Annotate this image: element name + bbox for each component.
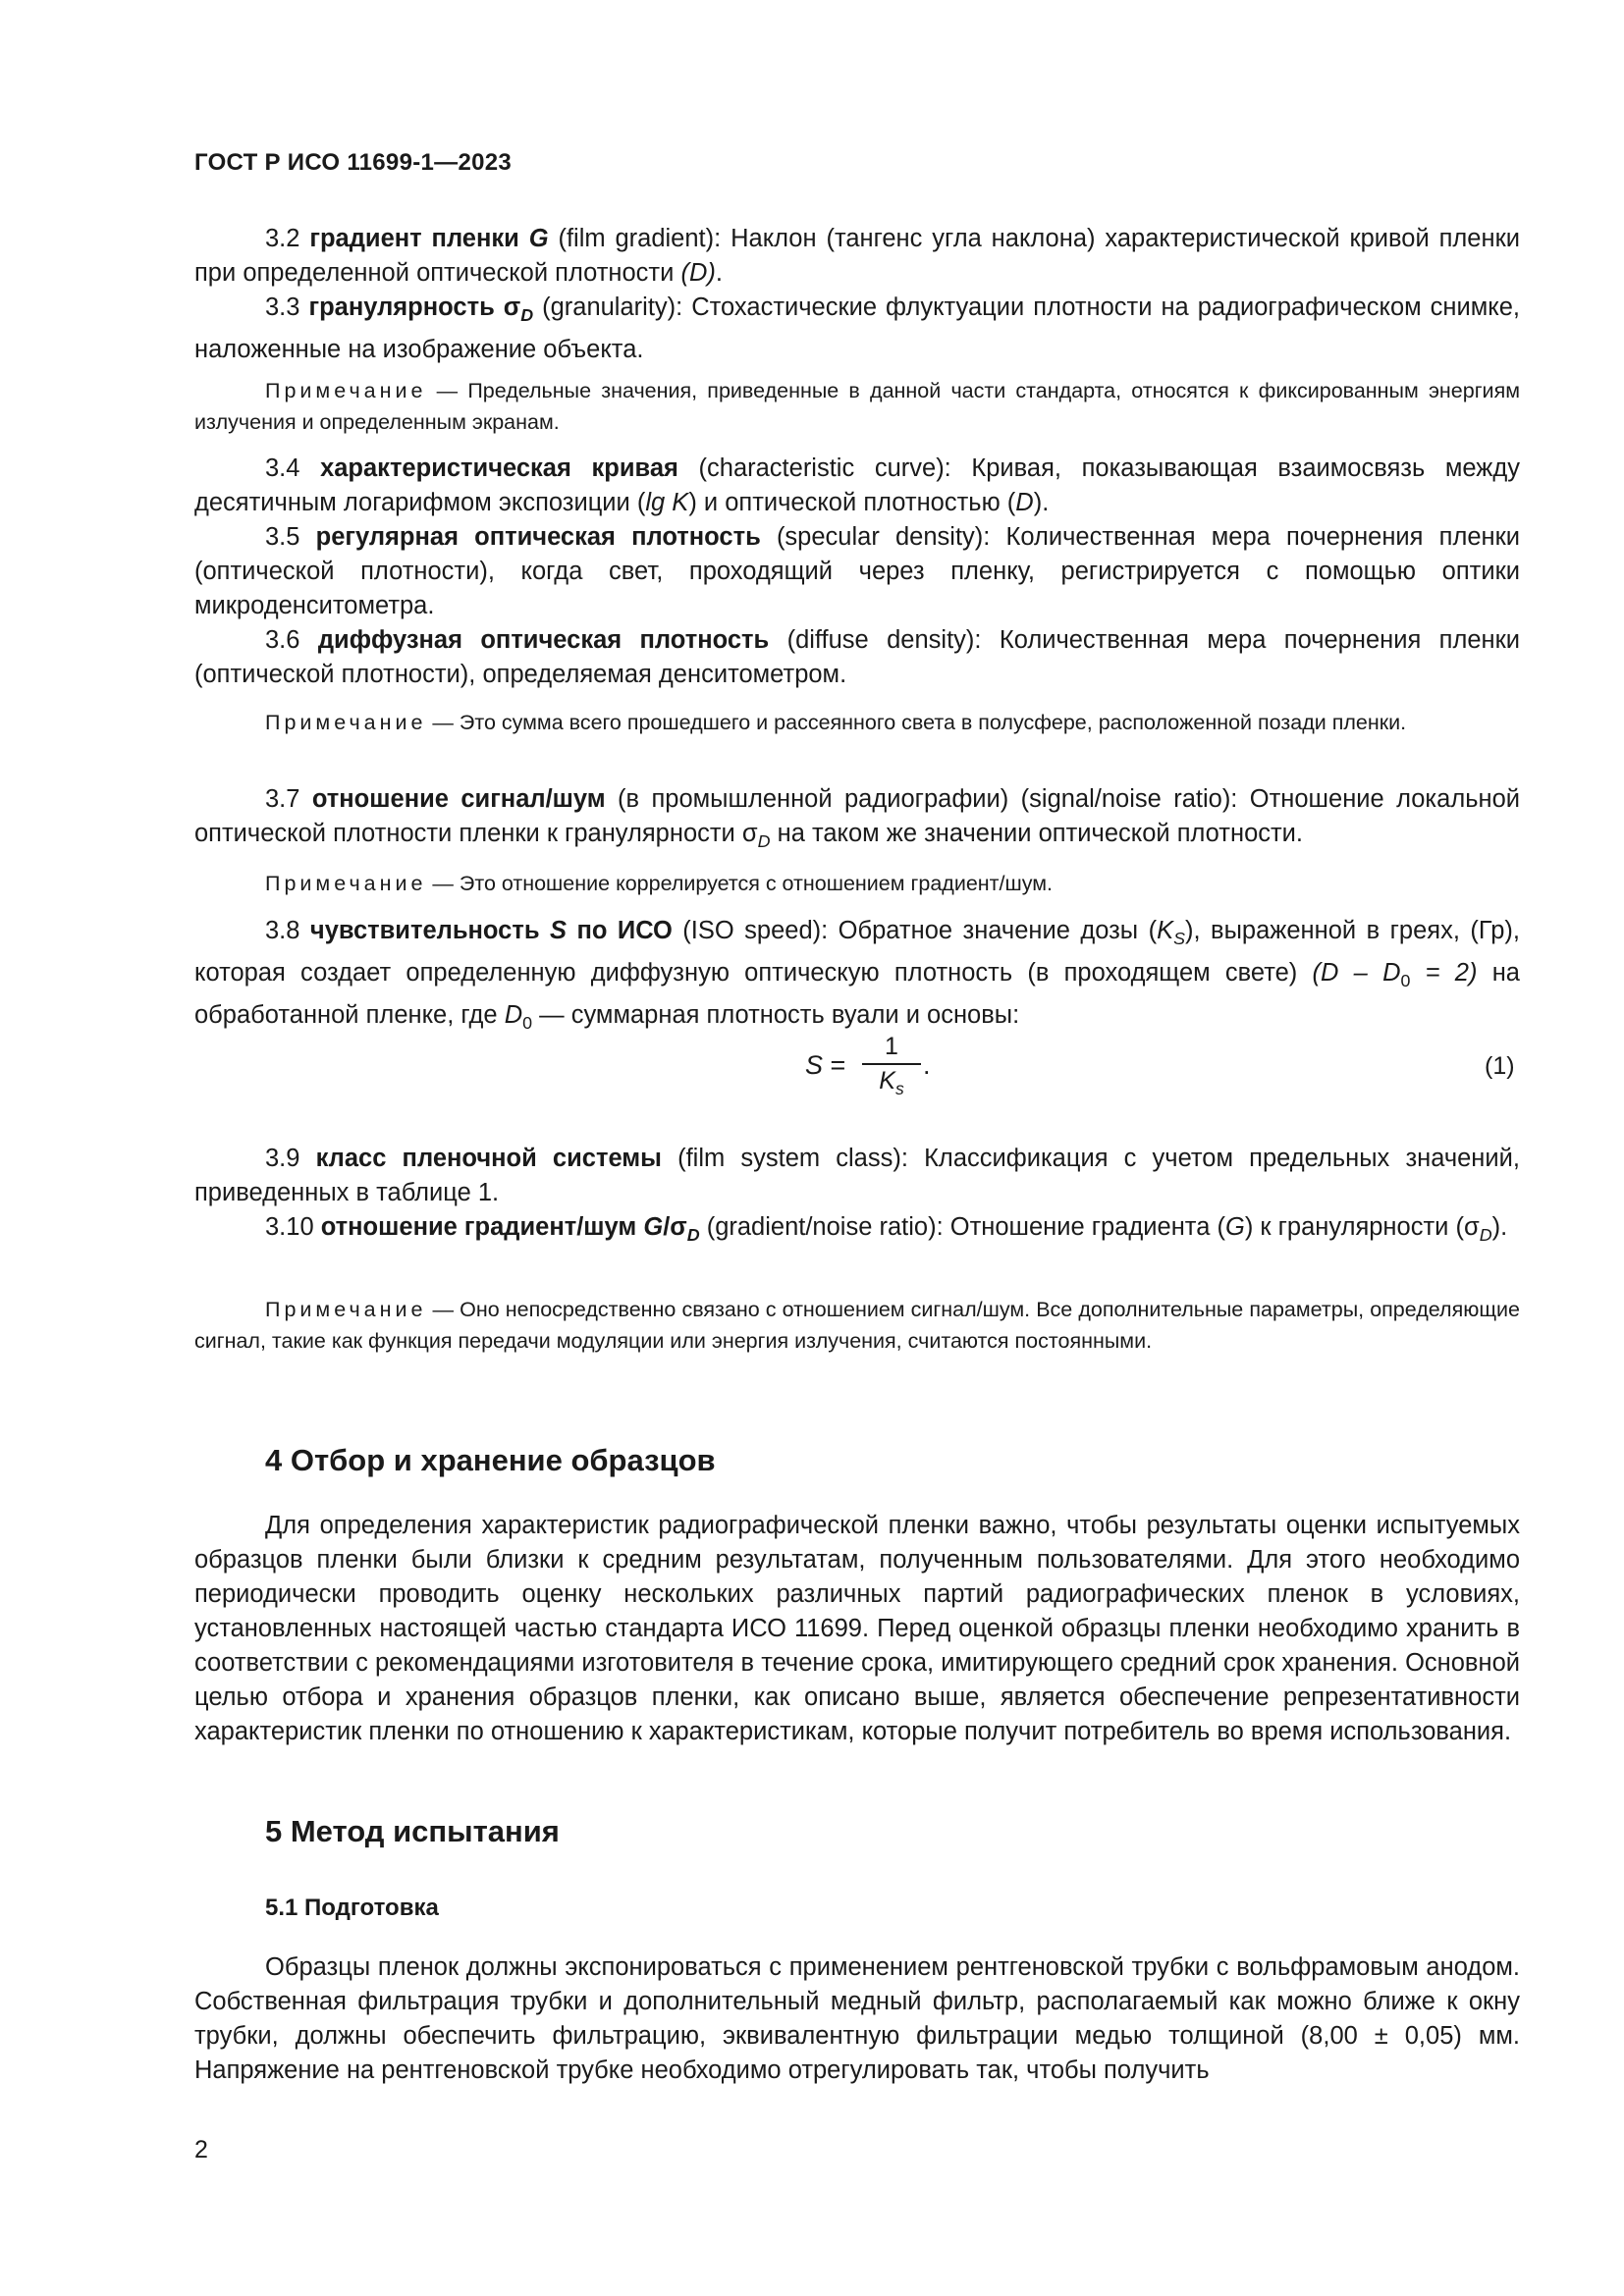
definitions-block-3 [194, 1142, 1520, 1253]
term-3-5: 3.5 регулярная оптическая плотность (specular density): Количественная мера почернения пленки (оптической плотности), когда свет, проходящий через пленку, регистрируется с помощью оптики микроденситометра. [194, 523, 1520, 619]
note-1: Примечание — Предельные значения, приведенные в данной части стандарта, относятся к фиксированным энергиям излучения и определенным экранам. [194, 379, 1520, 434]
term-3-10: 3.10 отношение градиент/шум $G/\sigma_D$ (gradient/noise ratio): Отношение градиента (G) к гранулярности $(\sigma_D)$. [265, 1213, 1508, 1246]
running-header: ГОСТ Р ИСО 11699-1—2023 [194, 149, 513, 176]
formula-fraction: 1 $K_s$ [862, 1033, 921, 1099]
note-4: Примечание — Оно непосредственно связано с отношением сигнал/шум. Все дополнительные параметры, определяющие сигнал, такие как функция передачи модуляции или энергия излучения, считаются постоянными. [194, 1298, 1520, 1353]
section-4-text: Для определения характеристик радиографической пленки важно, чтобы результаты оценки испытуемых образцов пленки были близки к средним результатам, полученным пользователями. Для этого необходимо периодически проводить оценку нескольких различных партий радиографических пленок в условиях, установленных настоящей частью стандарта ИСО 11699. Перед оценкой образцы пленки необходимо хранить в соответствии с рекомендациями изготовителя в течение срока, имитирующего средний срок хранения. Основной целью отбора и хранения образцов пленки, как описано выше, является обеспечение репрезентативности характеристик пленки по отношению к характеристикам, которые получит потребитель во время использования. [194, 1512, 1520, 1745]
term-3-6: 3.6 диффузная оптическая плотность (diffuse density): Количественная мера почернения пленки (оптической плотности), определяемая денситометром. [194, 626, 1520, 688]
subsection-5-1-heading: 5.1 Подготовка [265, 1895, 439, 1921]
term-3-3: 3.3 гранулярность $\sigma_D$ (granularity): Стохастические флуктуации плотности на радиографическом снимке, наложенные на изображение объекта. [194, 294, 1520, 364]
section-5-1-text: Образцы пленок должны экспонироваться с применением рентгеновской трубки с вольфрамовым анодом. Собственная фильтрация трубки и дополнительный медный фильтр, располагаемый как можно ближе к окну трубки, должны обеспечить фильтрацию, эквивалентную фильтрации медью толщиной (8,00 ± 0,05) мм. Напряжение на рентгеновской трубке необходимо отрегулировать так, чтобы получить [194, 1953, 1520, 2084]
term-3-9: 3.9 класс пленочной системы (film system class): Классификация с учетом предельных значений, приведенных в таблице 1. [194, 1145, 1520, 1206]
section-4-heading: 4 Отбор и хранение образцов [265, 1443, 716, 1477]
definitions-block-2 [194, 452, 1520, 692]
formula-number: (1) [1485, 1052, 1515, 1080]
note-2: Примечание — Это сумма всего прошедшего и рассеянного света в полусфере, расположенной позади пленки. [265, 711, 1407, 734]
formula-1: S = 1 $K_s$ . [805, 1033, 931, 1098]
term-3-8: 3.8 чувствительность S по ИСО (ISO speed): Обратное значение дозы $(K_S)$, выраженной в греях, (Гр), которая создает определенную диффузную оптическую плотность (в проходящем свете) $(D - D_0 = 2)$ на обработанной пленке, где $D_0$ — суммарная плотность вуали и основы: [194, 917, 1520, 1034]
term-3-7: 3.7 отношение сигнал/шум (в промышленной радиографии) (signal/noise ratio): Отношение локальной оптической плотности пленки к гранулярности $\sigma_D$ на таком же значении оптической плотности. [194, 785, 1521, 852]
note-3: Примечание — Это отношение коррелируется с отношением градиент/шум. [265, 872, 1053, 895]
term-3-4: 3.4 характеристическая кривая (characteristic curve): Кривая, показывающая взаимосвязь между десятичным логарифмом экспозиции (lg K) и оптической плотностью (D). [194, 454, 1520, 516]
section-5-heading: 5 Метод испытания [265, 1814, 560, 1848]
term-3-2: 3.2 градиент пленки G (film gradient): Наклон (тангенс угла наклона) характеристической кривой пленки при определенной оптической плотности (D). [194, 225, 1520, 287]
page-number: 2 [194, 2136, 208, 2163]
definitions-block-1 [194, 222, 1520, 367]
